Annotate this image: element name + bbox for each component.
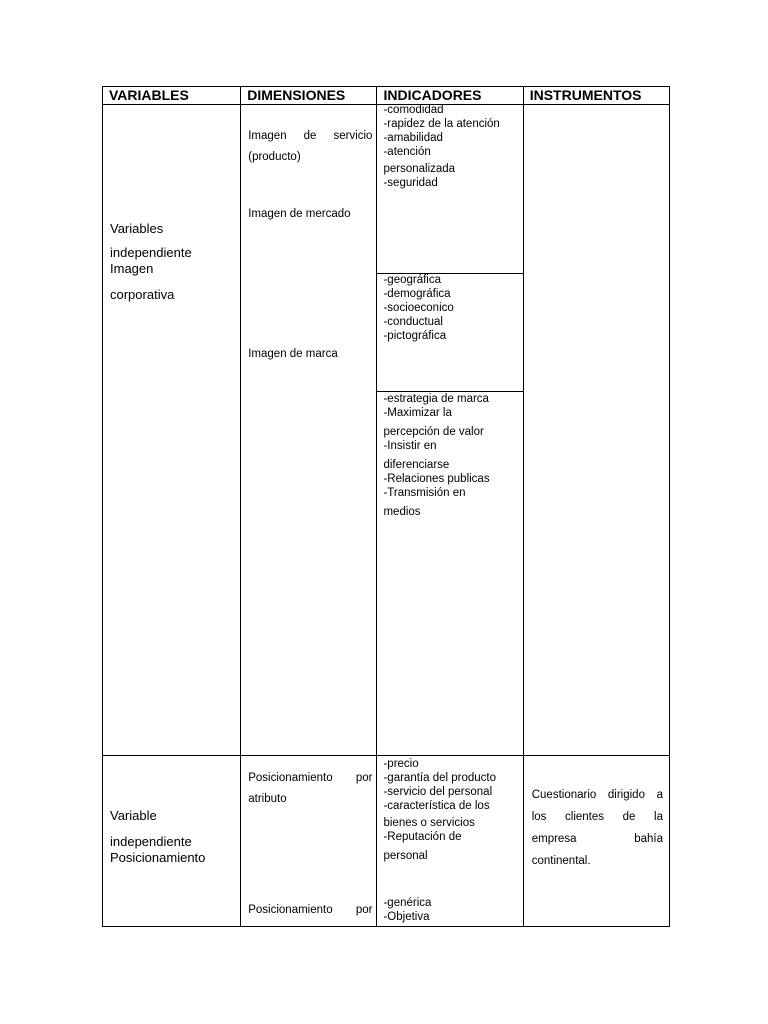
- indicator-item: -estrategia de marca: [383, 393, 489, 405]
- indicator-word: en: [452, 487, 466, 499]
- dimension-marca: Imagen de marca: [248, 348, 338, 360]
- header-instrumentos: INSTRUMENTOS: [523, 87, 669, 105]
- dimension-mercado: Imagen de mercado: [248, 208, 351, 220]
- indicator-word: la: [442, 407, 452, 419]
- indicator-item: [383, 406, 516, 420]
- indicator-item: percepción de valor: [383, 426, 484, 438]
- indicator-item: -característica de los: [383, 800, 490, 812]
- indicator-item: -precio: [383, 758, 419, 770]
- dimension-cell: [241, 756, 377, 927]
- indicator-word: -Insistir: [383, 440, 421, 452]
- table-row: [103, 756, 670, 927]
- variable-text: [110, 806, 205, 868]
- indicator-item: personalizada: [383, 163, 456, 175]
- indicator-word: -Maximizar: [383, 407, 440, 419]
- header-indicadores: INDICADORES: [377, 87, 523, 105]
- indicator-item: -pictográfica: [383, 330, 447, 342]
- variable-text: [110, 219, 192, 305]
- indicators-cell: [377, 105, 523, 756]
- indicator-item: diferenciarse: [383, 459, 450, 471]
- indicator-item: -socioeconico: [383, 302, 454, 314]
- instrument-cell: [523, 756, 669, 927]
- indicator-item: [383, 830, 516, 844]
- indicator-item: -comodidad: [383, 104, 444, 116]
- variable-line: independiente: [110, 834, 192, 849]
- variable-cell: [103, 105, 241, 756]
- indicator-list: [383, 103, 516, 190]
- indicator-item: -geográfica: [383, 274, 442, 286]
- indicator-item: bienes o servicios: [383, 817, 475, 829]
- indicator-item: [383, 486, 516, 500]
- variable-line: Variable: [110, 808, 157, 823]
- indicator-box: [377, 273, 522, 392]
- indicator-item: personal: [383, 850, 428, 862]
- indicator-item: -seguridad: [383, 177, 438, 189]
- indicator-item: -Objetiva: [383, 911, 430, 923]
- indicators-cell: [377, 756, 523, 927]
- dimension-line: (producto): [248, 151, 301, 163]
- dimension-atributo: [248, 768, 372, 810]
- indicator-item: -demográfica: [383, 288, 451, 300]
- indicator-list: [383, 273, 516, 343]
- indicator-item: -Relaciones publicas: [383, 473, 490, 485]
- indicator-item: -atención: [383, 146, 431, 158]
- indicator-item: -amabilidad: [383, 132, 443, 144]
- table-header-row: [103, 87, 670, 105]
- indicator-item: -garantía del producto: [383, 772, 496, 784]
- indicator-item: -genérica: [383, 897, 432, 909]
- header-variables: VARIABLES: [103, 87, 241, 105]
- indicator-item: -rapidez de la atención: [383, 118, 500, 130]
- indicator-list: [383, 392, 516, 523]
- dimension-servicio: [248, 126, 372, 168]
- operationalization-table: [102, 86, 670, 927]
- indicator-list: [383, 896, 516, 924]
- indicator-list: [383, 757, 516, 867]
- table-row: [103, 105, 670, 756]
- indicator-word: de: [448, 831, 462, 843]
- variable-line: Imagen: [110, 261, 154, 276]
- indicator-item: medios: [383, 506, 421, 518]
- variable-line: Variables: [110, 221, 164, 236]
- indicator-word: -Transmisión: [383, 487, 450, 499]
- indicator-box: [377, 105, 522, 274]
- instrument-cell: [523, 105, 669, 756]
- indicator-word: -Reputación: [383, 831, 446, 843]
- dimension-line: Posicionamiento por: [248, 772, 373, 784]
- variable-line: corporativa: [110, 287, 175, 302]
- dimension-por: Posicionamiento por: [248, 904, 373, 916]
- instrument-text: Cuestionario dirigido a los clientes de la empresa bahía continental.: [531, 789, 663, 867]
- indicator-item: -conductual: [383, 316, 443, 328]
- indicator-item: -servicio del personal: [383, 786, 493, 798]
- dimension-line: Imagen de servicio: [248, 130, 373, 142]
- dimension-cell: [241, 105, 377, 756]
- indicator-word: en: [423, 440, 437, 452]
- header-dimensiones: DIMENSIONES: [241, 87, 377, 105]
- variable-cell: [103, 756, 241, 927]
- variable-line: independiente: [110, 245, 192, 260]
- dimension-line: atributo: [248, 793, 287, 805]
- variable-line: Posicionamiento: [110, 850, 206, 865]
